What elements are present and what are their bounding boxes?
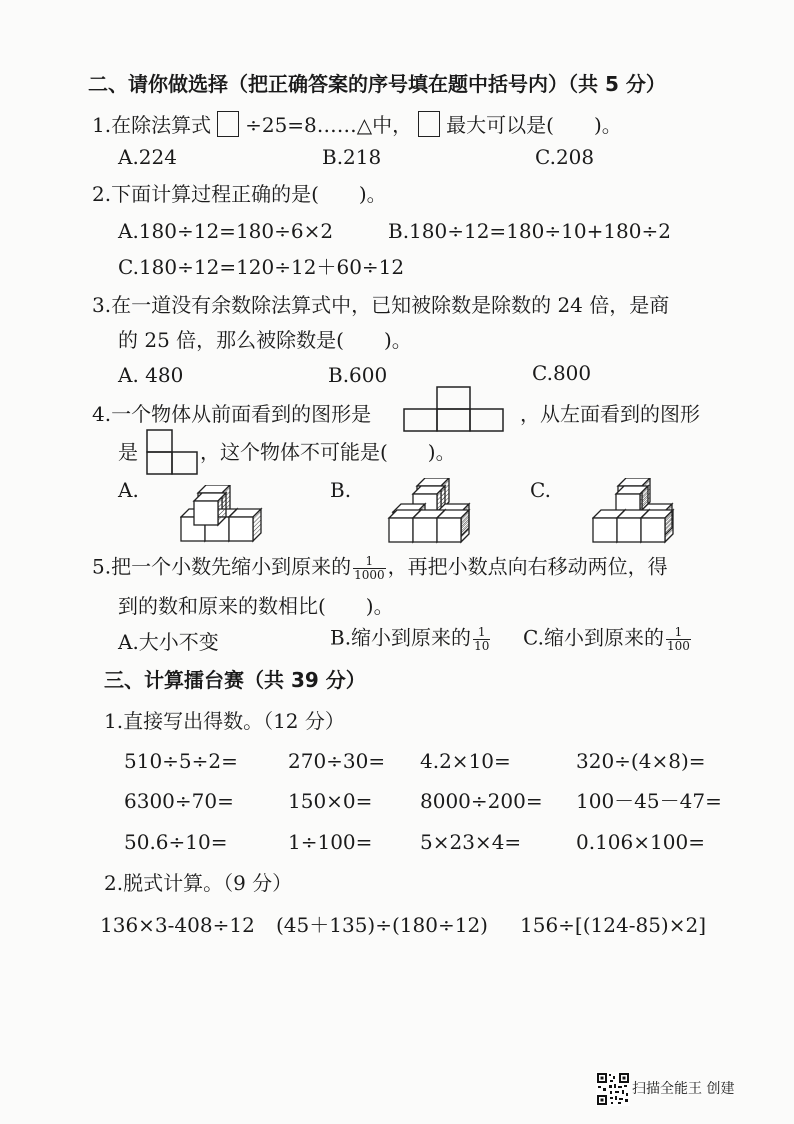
blank-box-icon [418, 111, 440, 137]
long-calc: (45＋135)÷(180÷12) [276, 913, 488, 937]
fraction-denominator: 1000 [354, 567, 385, 582]
calc-cell: 1÷100= [288, 830, 373, 854]
q1-option-c: C.208 [535, 145, 595, 169]
blank-box-icon [217, 111, 239, 137]
front-view-figure [403, 385, 505, 433]
q3-option-b: B.600 [328, 363, 388, 387]
option-c-cubes-figure [592, 478, 676, 544]
option-a-cubes-figure [180, 485, 264, 543]
calc-cell: 150×0= [288, 789, 373, 813]
q5-text-2: ，再把小数点向右移动两位，得 [387, 554, 668, 579]
q5-option-b-text: B.缩小到原来的 [330, 625, 472, 650]
fraction-numerator: 1 [473, 626, 490, 640]
q5-option-c-text: C.缩小到原来的 [523, 625, 664, 650]
q4-option-c: C. [530, 478, 551, 502]
q2-stem: 2.下面计算过程正确的是( )。 [92, 182, 387, 206]
calc-cell: 0.106×100= [576, 830, 705, 854]
long-calc: 156÷[(124-85)×2] [520, 913, 707, 937]
q4-option-a: A. [118, 478, 139, 502]
long-calc: 136×3-408÷12 [100, 913, 255, 937]
q4-option-b: B. [330, 478, 352, 502]
q5-text-1: 5.把一个小数先缩小到原来的 [92, 554, 352, 579]
q3-option-a: A. 480 [118, 363, 184, 387]
q1-text-2: ÷25=8……△中， [245, 113, 413, 137]
q5-line2: 到的数和原来的数相比( )。 [118, 594, 394, 618]
calc-cell: 6300÷70= [124, 789, 234, 813]
q1-option-b: B.218 [322, 145, 382, 169]
footer-watermark: 扫描全能王 创建 [632, 1081, 735, 1097]
calc-cell: 510÷5÷2= [124, 749, 238, 773]
fraction-numerator: 1 [666, 626, 691, 640]
left-view-figure [146, 428, 198, 476]
q4-text-3: 是 [118, 440, 138, 464]
q3-option-c: C.800 [532, 361, 592, 385]
fraction-numerator: 1 [353, 555, 386, 569]
calc-cell: 270÷30= [288, 749, 386, 773]
q3-1-title: 1.直接写出得数。（12 分） [104, 709, 345, 733]
fraction-denominator: 10 [474, 638, 490, 653]
calc-cell: 5×23×4= [420, 830, 522, 854]
section2-heading: 二、请你做选择（把正确答案的序号填在题中括号内）（共 5 分） [88, 72, 666, 96]
q5-option-b [330, 626, 492, 652]
q1-option-a: A.224 [118, 145, 177, 169]
calc-cell: 100－45－47= [576, 789, 722, 813]
q2-option-a: A.180÷12=180÷6×2 [118, 219, 334, 243]
q3-2-title: 2.脱式计算。（9 分） [104, 871, 293, 895]
calc-cell: 320÷(4×8)= [576, 749, 706, 773]
q1-text-3: 最大可以是( )。 [446, 113, 622, 137]
q4-text-4: ，这个物体不可能是( )。 [200, 440, 456, 464]
q3-line1: 3.在一道没有余数除法算式中，已知被除数是除数的 24 倍，是商 [92, 293, 670, 317]
fraction-1-1000 [353, 555, 386, 581]
q5-line1 [92, 555, 668, 581]
q4-text-1: 4.一个物体从前面看到的图形是 [92, 402, 372, 426]
q2-option-b: B.180÷12=180÷10+180÷2 [388, 219, 671, 243]
q1-stem [92, 111, 622, 137]
calc-cell: 4.2×10= [420, 749, 511, 773]
fraction-denominator: 100 [666, 638, 690, 653]
q4-text-2: ，从左面看到的图形 [520, 402, 700, 426]
option-b-cubes-figure [387, 478, 481, 544]
fraction-1-100 [666, 626, 691, 652]
qr-code-icon [596, 1072, 630, 1106]
q3-line2: 的 25 倍，那么被除数是( )。 [118, 328, 412, 352]
section3-heading: 三、计算擂台赛（共 39 分） [104, 668, 366, 692]
fraction-1-10 [473, 626, 490, 652]
calc-cell: 8000÷200= [420, 789, 543, 813]
calc-cell: 50.6÷10= [124, 830, 228, 854]
q5-option-c [523, 626, 693, 652]
q5-option-a: A.大小不变 [118, 630, 219, 654]
q2-option-c: C.180÷12=120÷12＋60÷12 [118, 255, 405, 279]
q1-text-1: 1.在除法算式 [92, 113, 212, 137]
